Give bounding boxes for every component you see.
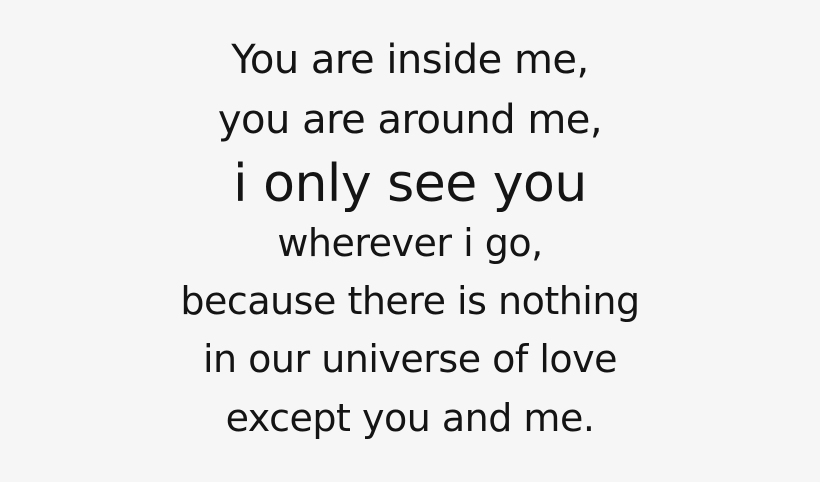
poem-line-2: you are around me, bbox=[217, 97, 603, 143]
poem-line-5: because there is nothing bbox=[180, 279, 640, 323]
poem-line-6: in our universe of love bbox=[202, 337, 618, 381]
poem-line-1: You are inside me, bbox=[231, 37, 589, 83]
poem-line-3: i only see you bbox=[233, 154, 587, 214]
poem-line-7: except you and me. bbox=[225, 396, 595, 440]
poem-line-4: wherever i go, bbox=[277, 221, 543, 265]
